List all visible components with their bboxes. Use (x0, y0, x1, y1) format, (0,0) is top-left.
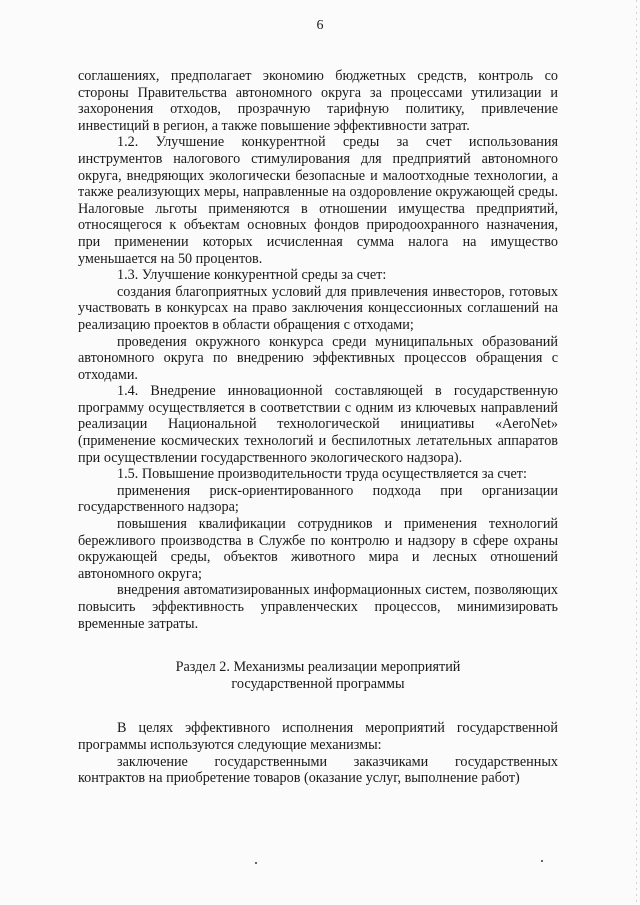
scan-edge-line (636, 0, 637, 905)
paragraph-qualification: повышения квалификации сотрудников и применения технологий бережливого производства в Службе по контролю и надзору в сфере охраны окружающей среды, объектов животного мира и лесных отношений автономного округа; (78, 516, 558, 582)
scan-speck (541, 860, 543, 862)
section-heading-line-2: государственной программы (231, 675, 405, 692)
paragraph-1-3: 1.3. Улучшение конкурентной среды за счет: (117, 267, 387, 284)
document-body (78, 68, 558, 787)
paragraph-1-5: 1.5. Повышение производительности труда осуществляется за счет: (117, 466, 527, 483)
page-number: 6 (316, 18, 324, 33)
paragraph-investors: создания благоприятных условий для привлечения инвесторов, готовых участвовать в конкурсах на право заключения концессионных соглашений на реализацию проектов в области обращения с отходами; (78, 283, 558, 333)
paragraph-risk-approach: применения риск-ориентированного подхода при организации государственного надзора; (78, 482, 558, 516)
paragraph-contest: проведения окружного конкурса среди муниципальных образований автономного округа по внедрению эффективных процессов обращения с отходами. (78, 333, 558, 383)
paragraph-1-4: 1.4. Внедрение инновационной составляющей в государственную программу осуществляется в соответствии с одним из ключевых направлений реализации Национальной технологической инициативы «AeroNet» (применение космических технологий и беспилотных летательных аппаратов при осуществлении государственного экологического надзора). (78, 383, 558, 466)
scan-speck (255, 862, 257, 864)
paragraph-automation: внедрения автоматизированных информационных систем, позволяющих повысить эффективность управленческих процессов, минимизировать временные затраты. (78, 582, 558, 632)
section-heading-line-1: Раздел 2. Механизмы реализации мероприятий (175, 659, 461, 676)
section-heading (78, 659, 558, 692)
paragraph-mechanisms: В целях эффективного исполнения мероприятий государственной программы используются следующие механизмы: (78, 720, 558, 753)
paragraph-1-2: 1.2. Улучшение конкурентной среды за счет использования инструментов налогового стимулирования для предприятий автономного округа, внедряющих экологически безопасные и малоотходные технологии, а также реализующих меры, направленные на оздоровление окружающей среды. Налоговые льготы применяются в отношении имущества предприятий, относящегося к объектам основных фондов природоохранного назначения, при применении которых исчисленная сумма налога на имущество уменьшается на 50 процентов. (78, 134, 558, 267)
paragraph-contracts: заключение государственными заказчиками государственных контрактов на приобретение товаров (оказание услуг, выполнение работ) (78, 753, 558, 787)
paragraph-continuation: соглашениях, предполагает экономию бюджетных средств, контроль со стороны Правительства автономного округа за процессами утилизации и захоронения отходов, прозрачную тарифную политику, привлечение инвестиций в регион, а также повышение эффективности затрат. (78, 68, 558, 134)
